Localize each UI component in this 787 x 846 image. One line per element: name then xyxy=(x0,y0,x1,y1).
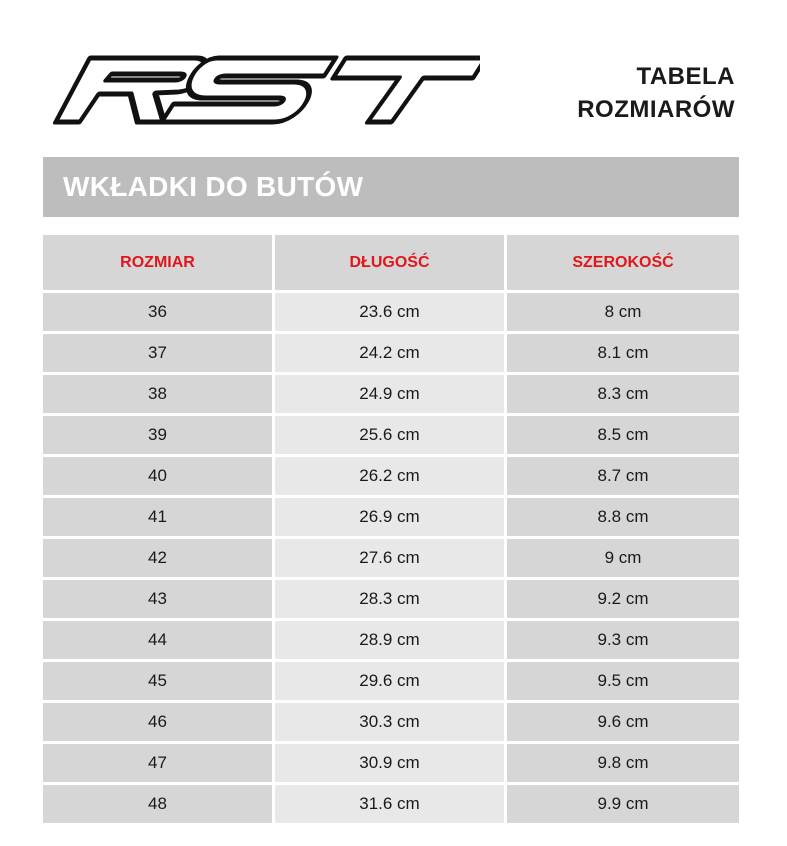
cell-size: 44 xyxy=(43,621,275,662)
document-title-line-2: ROZMIARÓW xyxy=(577,96,735,123)
document-title-line-1: TABELA xyxy=(636,63,735,90)
cell-length: 25.6 cm xyxy=(275,416,507,457)
cell-size: 40 xyxy=(43,457,275,498)
cell-size: 42 xyxy=(43,539,275,580)
cell-size: 38 xyxy=(43,375,275,416)
cell-width: 9.9 cm xyxy=(507,785,739,823)
table-row xyxy=(43,457,739,498)
table-row xyxy=(43,621,739,662)
cell-size: 41 xyxy=(43,498,275,539)
table-row xyxy=(43,744,739,785)
cell-length: 24.9 cm xyxy=(275,375,507,416)
cell-width: 9.8 cm xyxy=(507,744,739,785)
cell-width: 9.3 cm xyxy=(507,621,739,662)
cell-width: 8.3 cm xyxy=(507,375,739,416)
cell-size: 43 xyxy=(43,580,275,621)
table-row xyxy=(43,498,739,539)
cell-size: 48 xyxy=(43,785,275,823)
cell-length: 23.6 cm xyxy=(275,293,507,334)
logo-letter-t xyxy=(310,58,480,122)
document-title xyxy=(577,60,735,126)
cell-width: 9.5 cm xyxy=(507,662,739,703)
table-row xyxy=(43,539,739,580)
size-table xyxy=(43,235,739,823)
cell-width: 9 cm xyxy=(507,539,739,580)
cell-length: 29.6 cm xyxy=(275,662,507,703)
table-header-row xyxy=(43,235,739,293)
cell-length: 30.9 cm xyxy=(275,744,507,785)
cell-length: 26.2 cm xyxy=(275,457,507,498)
table-row xyxy=(43,293,739,334)
cell-length: 28.9 cm xyxy=(275,621,507,662)
cell-width: 8.7 cm xyxy=(507,457,739,498)
table-row xyxy=(43,375,739,416)
header-size: ROZMIAR xyxy=(43,235,275,293)
cell-length: 26.9 cm xyxy=(275,498,507,539)
header-width: SZEROKOŚĆ xyxy=(507,235,739,293)
header-length: DŁUGOŚĆ xyxy=(275,235,507,293)
cell-length: 27.6 cm xyxy=(275,539,507,580)
cell-width: 8 cm xyxy=(507,293,739,334)
cell-size: 36 xyxy=(43,293,275,334)
cell-width: 8.8 cm xyxy=(507,498,739,539)
cell-width: 8.5 cm xyxy=(507,416,739,457)
cell-width: 9.6 cm xyxy=(507,703,739,744)
cell-length: 30.3 cm xyxy=(275,703,507,744)
cell-size: 39 xyxy=(43,416,275,457)
section-title: WKŁADKI DO BUTÓW xyxy=(63,171,364,202)
cell-length: 24.2 cm xyxy=(275,334,507,375)
cell-size: 45 xyxy=(43,662,275,703)
table-row xyxy=(43,334,739,375)
cell-size: 47 xyxy=(43,744,275,785)
rst-logo xyxy=(40,50,480,130)
cell-size: 46 xyxy=(43,703,275,744)
table-row xyxy=(43,416,739,457)
section-header-bar xyxy=(43,157,739,217)
cell-width: 9.2 cm xyxy=(507,580,739,621)
table-row xyxy=(43,580,739,621)
table-row xyxy=(43,703,739,744)
cell-width: 8.1 cm xyxy=(507,334,739,375)
cell-length: 28.3 cm xyxy=(275,580,507,621)
table-row xyxy=(43,785,739,823)
cell-size: 37 xyxy=(43,334,275,375)
table-row xyxy=(43,662,739,703)
cell-length: 31.6 cm xyxy=(275,785,507,823)
